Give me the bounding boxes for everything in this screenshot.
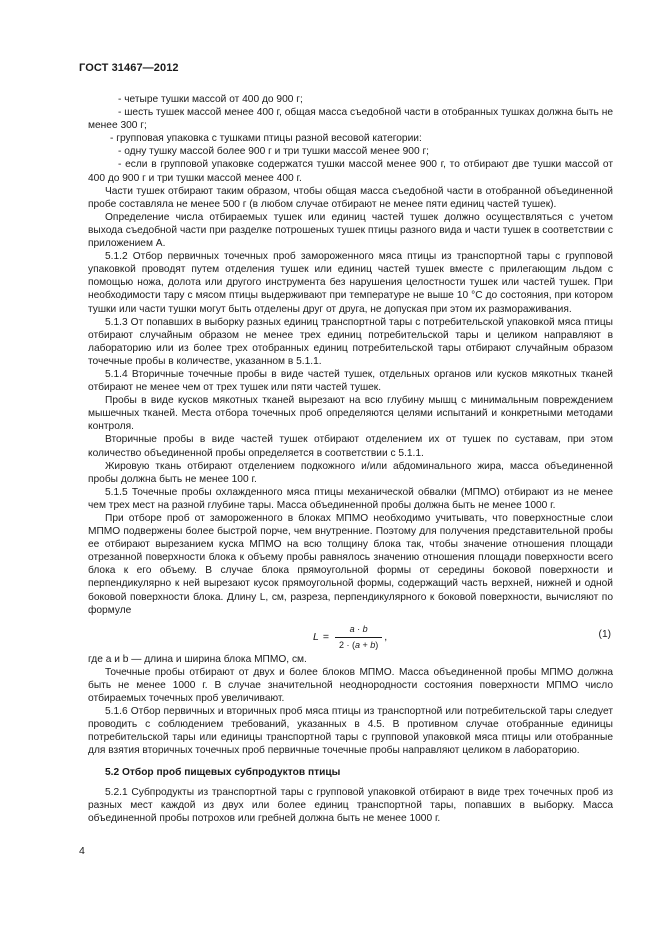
denominator-plus: + (360, 639, 371, 650)
list-item: - четыре тушки массой от 400 до 900 г; (118, 94, 303, 105)
page-body (88, 93, 613, 825)
page-number: 4 (79, 845, 85, 857)
standard-header: ГОСТ 31467—2012 (79, 62, 179, 74)
list-item: - если в групповой упаковке содержатся тушки массой менее 900 г, то отбирают две тушки массой от 400 до 900 г и три тушки массой менее 400 г. (88, 159, 613, 184)
list-item: - групповая упаковка с тушками птицы разной весовой категории: (110, 133, 422, 145)
clause-5-1-6: 5.1.6 Отбор первичных и вторичных проб мяса птицы из транспортной или потребительской тары следует проводить с соблюдением требований, указанных в 4.5. В противном случае отобранные единицы потребительской тары или единицы транспортной тары с групповой упаковкой мяса птицы или отобранные для взятия вторичных точечных проб первичные точечные пробы направляют целиком в лабораторию. (88, 706, 613, 757)
formula-lhs: L (313, 630, 319, 643)
formula-1 (88, 621, 613, 651)
paragraph: Определение числа отбираемых тушек или единиц частей тушек должно осуществляться с учетом выхода съедобной части при разделке потрошеных тушек птицы разного вида и части тушек в соответствии с приложением А. (88, 211, 613, 250)
paragraph: Жировую ткань отбирают отделением подкожного и/или абдоминального жира, масса объединенной пробы должна быть не менее 100 г. (88, 460, 613, 485)
denominator-b: b (370, 639, 376, 650)
paragraph: При отборе проб от замороженного в блоках МПМО необходимо учитывать, что поверхностные слои МПМО подвержены более быстрой порче, чем внутренние. Поэтому для получения представительной пробы ее отбирают вырезанием куска МПМО на всю толщину блока так, чтобы значение отношения площади отрезанной поверхности блока к объему пробы равнялось значению отношения площади поверхности всего блока к его объему. В случае блока прямоугольной формы от середины боковой поверхности и перпендикулярно к ней вырезают кусок прямоугольной формы, содержащий часть верхней, нижней и одной боковой поверхности блока. Длину L, см, разреза, перпендикулярного к боковой поверхности, вычисляют по формуле (88, 513, 613, 616)
formula-comma: , (384, 630, 388, 643)
paragraph: Вторичные пробы в виде частей тушек отбирают отделением их от тушек по суставам, при этом количество объединенной пробы определяется в соответствии с 5.1.1. (88, 434, 613, 459)
section-heading-5-2: 5.2 Отбор проб пищевых субпродуктов птицы (105, 766, 341, 778)
formula-expression (313, 623, 387, 652)
formula-fraction (335, 623, 382, 652)
formula-number: (1) (598, 628, 611, 640)
paragraph: Части тушек отбирают таким образом, чтобы общая масса съедобной части в отобранной объединенной пробе составляла не менее 500 г (в любом случае отбирают не менее пяти единиц частей тушек). (88, 185, 613, 210)
paragraph: Пробы в виде кусков мякотных тканей вырезают на всю глубину мышц с минимальным повреждением мышечных тканей. Места отбора точечных проб определяются целями испытаний и конкретными методами контроля. (88, 395, 613, 433)
clause-5-1-2: 5.1.2 Отбор первичных точечных проб замороженного мяса птицы из транспортной тары с групповой упаковкой проводят путем отделения тушек или единиц частей тушек вместе с прилегающим льдом с помощью ножа, долота или другого инструмента без нарушения целостности тушек или частей тушек. При необходимости тару с мясом птицы выдерживают при температуре не выше 10 °С до состояния, при котором тушки или части тушки могут быть отделены друг от друга, не допуская при этом их размораживания. (88, 251, 613, 315)
denominator-suffix: ) (375, 639, 379, 650)
denominator-a: a (355, 639, 361, 650)
clause-5-1-4: 5.1.4 Вторичные точечные пробы в виде частей тушек, отдельных органов или кусков мякотных тканей отбирают не менее чем от трех тушек или пяти частей тушек. (88, 368, 613, 394)
clause-5-2-1: 5.2.1 Субпродукты из транспортной тары с групповой упаковкой отбирают в виде трех точечных проб из разных мест каждой из двух или более единиц транспортной тары, попавших в выборку. Масса объединенной пробы потрохов или гребней должна быть не менее 1000 г. (88, 786, 613, 824)
clause-5-1-3: 5.1.3 От попавших в выборку разных единиц транспортной тары с потребительской упаковкой мяса птицы отбирают случайным образом не менее трех единиц потребительской тары и целиком направляют в лабораторию или из более трех отобранных единиц потребительской тары отбирают случайным образом точечные пробы в количестве, указанном в 5.1.1. (88, 316, 613, 367)
formula-explanation: где a и b — длина и ширина блока МПМО, см. (88, 653, 307, 665)
clause-5-1-5: 5.1.5 Точечные пробы охлажденного мяса птицы механической обвалки (МПМО) отбирают из не менее чем трех мест на разной глубине тары. Масса объединенной пробы должна быть не менее 1000 г. (88, 486, 613, 511)
formula-numerator: a · b (349, 623, 368, 634)
formula-denominator (335, 637, 382, 652)
paragraph: Точечные пробы отбирают от двух и более блоков МПМО. Масса объединенной пробы МПМО должна быть не менее 1000 г. В случае значительной неоднородности состояния поверхности МПМО число отбираемых точечных проб увеличивают. (88, 666, 613, 705)
list-item: - шесть тушек массой менее 400 г, общая масса съедобной части в отобранных тушках должна быть не менее 300 г; (88, 107, 613, 132)
denominator-prefix: 2 · ( (338, 639, 355, 650)
formula-equals: = (322, 630, 329, 643)
list-item: - одну тушку массой более 900 г и три тушки массой менее 900 г; (118, 146, 430, 158)
